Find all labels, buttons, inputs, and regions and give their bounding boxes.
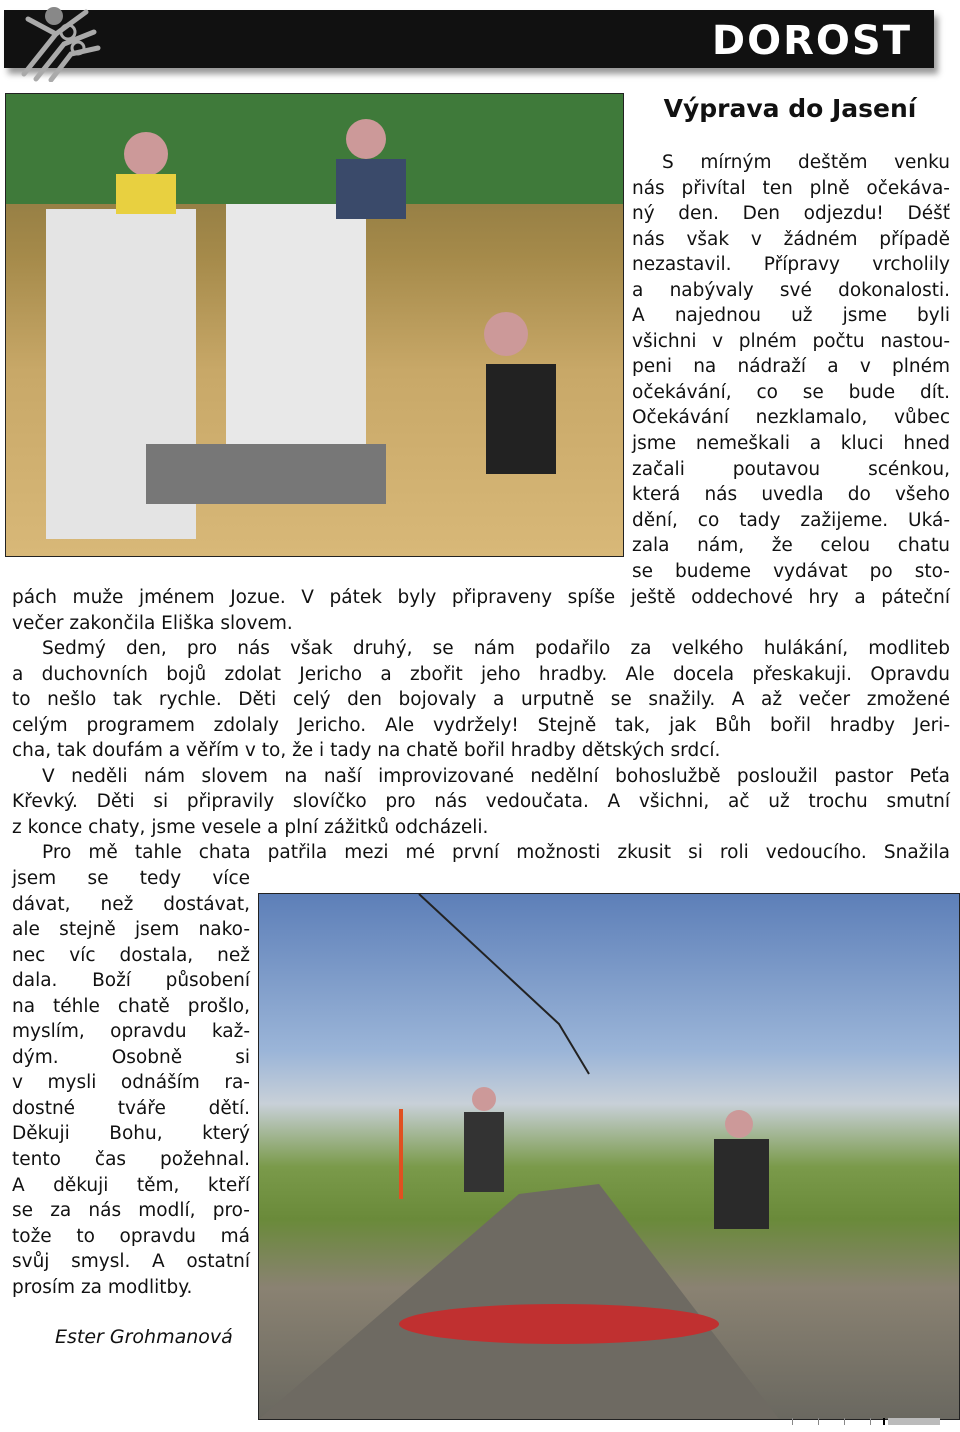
text-line: jsem se tedy více bbox=[12, 868, 250, 889]
header-banner bbox=[4, 10, 934, 68]
text-line: která nás uvedla do všeho bbox=[632, 484, 950, 506]
footer-divider bbox=[883, 1418, 885, 1425]
footer-tick bbox=[870, 1418, 871, 1425]
text-line: se budeme vydávat po sto- bbox=[632, 560, 950, 582]
text-line: tože to opravdu má bbox=[12, 1225, 250, 1247]
text-line: a duchovních bojů zdolat Jericho a zbořit jeho hradby. Ale docela přeskakuji. Opravdu bbox=[12, 663, 950, 685]
photo-outdoor-scene bbox=[259, 894, 959, 1419]
text-line: Očekávání nezklamalo, vůbec bbox=[632, 407, 950, 429]
photo-kids-on-road bbox=[258, 893, 960, 1420]
text-line: nás přivítal ten plně očekáva- bbox=[632, 177, 950, 199]
text-line: dala. Boží působení bbox=[12, 970, 250, 992]
page-footer bbox=[790, 1418, 940, 1426]
text-line: z konce chaty, jsme vesele a plní zážitků odcházeli. bbox=[12, 816, 489, 838]
text-line: Pro mě tahle chata patřila mezi mé první možnosti zkusit si roli vedoucího. Snažila bbox=[42, 842, 950, 864]
text-line: Děkuji Bohu, který bbox=[12, 1123, 250, 1145]
text-line: očekávání, co se bude dít. bbox=[632, 381, 950, 403]
article-title: Výprava do Jasení bbox=[663, 94, 917, 123]
text-line: se za nás modlí, pro- bbox=[12, 1200, 250, 1222]
text-line: Sedmý den, pro nás však druhý, se nám podařilo za velkého hulákání, modliteb bbox=[42, 638, 950, 660]
text-line: cha, tak doufám a věřím v to, že i tady na chatě bořil hradby dětských srdcí. bbox=[12, 740, 721, 762]
text-line: pách muže jménem Jozue. V pátek byly připraveny spíše ještě oddechové hry a páteční bbox=[12, 587, 950, 608]
text-line: nezastavil. Přípravy vrcholily bbox=[632, 254, 950, 276]
text-line: tento čas požehnal. bbox=[12, 1149, 250, 1171]
footer-tick bbox=[792, 1418, 793, 1425]
article-right-column bbox=[632, 150, 950, 584]
text-line: ale stejně jsem nako- bbox=[12, 919, 250, 941]
text-line: dostné tváře dětí. bbox=[12, 1097, 250, 1119]
text-line: začali poutavou scénkou, bbox=[632, 458, 950, 480]
article-full-width-text bbox=[12, 585, 950, 866]
text-line: myslím, opravdu kaž- bbox=[12, 1021, 250, 1043]
author-signature: Ester Grohmanová bbox=[55, 1326, 233, 1348]
text-line: Křevký. Děti si připravily slovíčko pro nás vedoučata. A všichni, ač už trochu smutní bbox=[12, 791, 950, 813]
section-brand: DOROST bbox=[711, 18, 912, 64]
text-line: peni na nádraží a v plném bbox=[632, 356, 950, 378]
text-line: A najednou už jsme byli bbox=[632, 305, 950, 327]
footer-tick bbox=[818, 1418, 819, 1425]
text-line: dým. Osobně si bbox=[12, 1046, 250, 1068]
text-line: jsme nemeškali a kluci hned bbox=[632, 433, 950, 455]
text-line: na téhle chatě prošlo, bbox=[12, 995, 250, 1017]
text-line: a nabývaly své dokonalosti. bbox=[632, 279, 950, 301]
photo-kids-indoor-skit bbox=[5, 93, 624, 557]
text-line: celým programem zdolaly Jericho. Ale vydržely! Stejně tak, jak Bůh bořil hradby Jeri- bbox=[12, 714, 950, 736]
article-left-column bbox=[12, 866, 250, 1300]
text-line: nec víc dostala, než bbox=[12, 944, 250, 966]
text-line: dění, co tady zažijeme. Uká- bbox=[632, 509, 950, 531]
text-line: všichni v plném počtu nastou- bbox=[632, 330, 950, 352]
text-line: S mírným deštěm venku bbox=[662, 152, 950, 173]
text-line: to nešlo tak rychle. Děti celý den bojovaly a urputně se snažily. A až večer zmožené bbox=[12, 689, 950, 711]
text-line: večer zakončila Eliška slovem. bbox=[12, 612, 293, 634]
text-line: zala nám, že celou chatu bbox=[632, 535, 950, 557]
text-line: v mysli odnáším ra- bbox=[12, 1072, 250, 1094]
text-line: prosím za modlitby. bbox=[12, 1276, 193, 1298]
text-line: nás však v žádném případě bbox=[632, 228, 950, 250]
photo-indoor-scene bbox=[6, 94, 623, 556]
dancing-figures-logo-icon bbox=[16, 4, 101, 82]
footer-tick bbox=[844, 1418, 845, 1425]
page-number-box bbox=[888, 1418, 940, 1425]
text-line: svůj smysl. A ostatní bbox=[12, 1251, 250, 1273]
text-line: ný den. Den odjezdu! Déšť bbox=[632, 203, 950, 225]
text-line: dávat, než dostávat, bbox=[12, 893, 250, 915]
text-line: A děkuji těm, kteří bbox=[12, 1174, 250, 1196]
text-line: V neděli nám slovem na naší improvizované nedělní bohoslužbě posloužil pastor Peťa bbox=[42, 765, 950, 787]
